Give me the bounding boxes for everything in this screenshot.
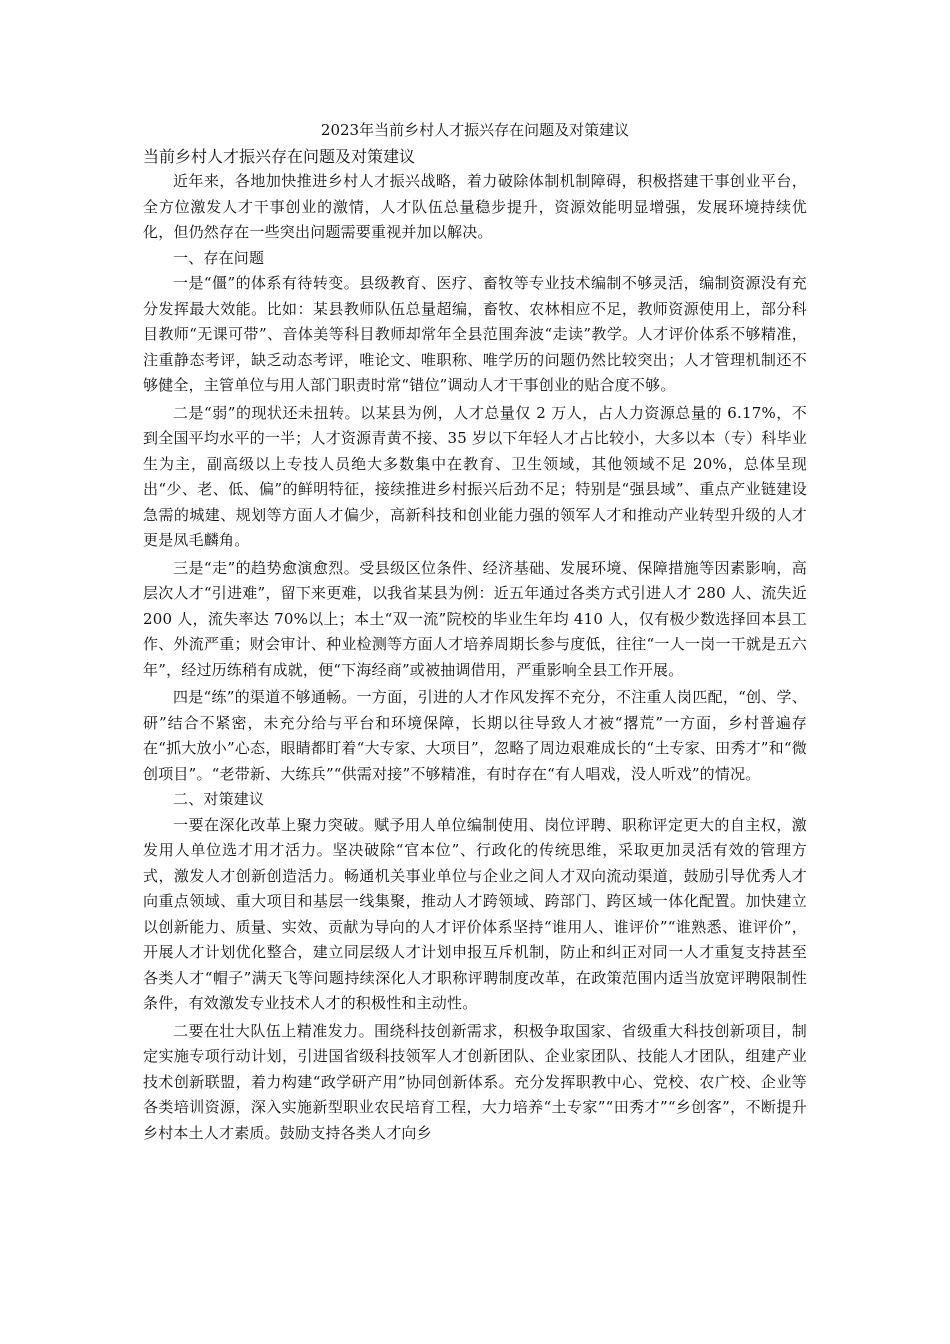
problem-paragraph-3: 三是“走”的趋势愈演愈烈。受县级区位条件、经济基础、发展环境、保障措施等因素影响，高层次人才“引进难”，留下来更难，以我省某县为例：近五年通过各类方式引进人才 280 人、流失近 200 人，流失率达 70%以上；本土“双一流”院校的毕业生年均 410 人，仅有极少数选择回本县工作、外流严重；财会审计、种业检测等方面人才培养周期长参与度低，往往“一人一岗一干就是五六年”，经过历练稍有成就，便“下海经商”或被抽调借用，严重影响全县工作开展。 xyxy=(143,558,807,679)
problem-paragraph-1: 一是“僵”的体系有待转变。县级教育、医疗、畜牧等专业技术编制不够灵活，编制资源没有充分发挥最大效能。比如：某县教师队伍总量超编，畜牧、农林相应不足，教师资源使用上，部分科目教师“无课可带”、音体美等科目教师却常年全县范围奔波“走读”教学。人才评价体系不够精准，注重静态考评，缺乏动态考评，唯论文、唯职称、唯学历的问题仍然比较突出；人才管理机制还不够健全，主管单位与用人部门职责时常“错位”调动人才干事创业的贴合度不够。 xyxy=(143,274,807,394)
problem-paragraph-2: 二是“弱”的现状还未扭转。以某县为例，人才总量仅 2 万人，占人力资源总量的 6.17%，不到全国平均水平的一半；人才资源青黄不接、35 岁以下年轻人才占比较小，大多以本（专）科毕业生为主，副高级以上专技人员绝大多数集中在教育、卫生领域，其他领域不足 20%，总体呈现出“少、老、低、偏”的鲜明特征，接续推进乡村振兴后劲不足；特别是“强县域”、重点产业链建设急需的城建、规划等方面人才偏少，高新科技和创业能力强的领军人才和推动产业转型升级的人才更是凤毛麟角。 xyxy=(143,403,807,549)
intro-paragraph: 近年来，各地加快推进乡村人才振兴战略，着力破除体制机制障碍，积极搭建干事创业平台，全方位激发人才干事创业的激情，人才队伍总量稳步提升，资源效能明显增强，发展环境持续优化，但仍然存在一些突出问题需要重视并加以解决。 xyxy=(143,172,807,241)
problem-paragraph-4: 四是“练”的渠道不够通畅。一方面，引进的人才作风发挥不充分，不注重人岗匹配，“创、学、研”结合不紧密，未充分给与平台和环境保障，长期以往导致人才被“撂荒”一方面，乡村普遍存在“抓大放小”心态，眼睛都盯着“大专家、大项目”，忽略了周边艰难成长的“土专家、田秀才”和“微创项目”。“老带新、大练兵”“供需对接”不够精准，有时存在“有人唱戏，没人听戏”的情况。 xyxy=(143,688,807,783)
document-subtitle: 当前乡村人才振兴存在问题及对策建议 xyxy=(143,147,416,166)
section-heading-suggestions: 二、对策建议 xyxy=(173,790,265,808)
document-page xyxy=(143,118,807,1146)
section-heading-problems: 一、存在问题 xyxy=(173,248,265,267)
suggestion-paragraph-2: 二要在壮大队伍上精准发力。围绕科技创新需求，积极争取国家、省级重大科技创新项目，制定实施专项行动计划，引进国省级科技领军人才创新团队、企业家团队、技能人才团队，组建产业技术创新联盟，着力构建“政学研产用”协同创新体系。充分发挥职教中心、党校、农广校、企业等各类培训资源，深入实施新型职业农民培育工程，大力培养“土专家”“田秀才”“乡创客”，不断提升乡村本土人才素质。鼓励支持各类人才向乡 xyxy=(143,1021,807,1142)
document-title: 2023年当前乡村人才振兴存在问题及对策建议 xyxy=(320,121,630,139)
suggestion-paragraph-1: 一要在深化改革上聚力突破。赋予用人单位编制使用、岗位评聘、职称评定更大的自主权，激发用人单位选才用才活力。坚决破除“官本位”、行政化的传统思维，采取更加灵活有效的管理方式，激发人才创新创造活力。畅通机关事业单位与企业之间人才双向流动渠道，鼓励引导优秀人才向重点领域、重大项目和基层一线集聚，推动人才跨领域、跨部门、跨区域一体化配置。加快建立以创新能力、质量、实效、贡献为导向的人才评价体系坚持“谁用人、谁评价”“谁熟悉、谁评价”，开展人才计划优化整合，建立同层级人才计划申报互斥机制，防止和纠正对同一人才重复支持甚至各类人才“帽子”满天飞等问题持续深化人才职称评聘制度改革，在政策范围内适当放宽评聘限制性条件，有效激发专业技术人才的积极性和主动性。 xyxy=(143,815,807,1012)
